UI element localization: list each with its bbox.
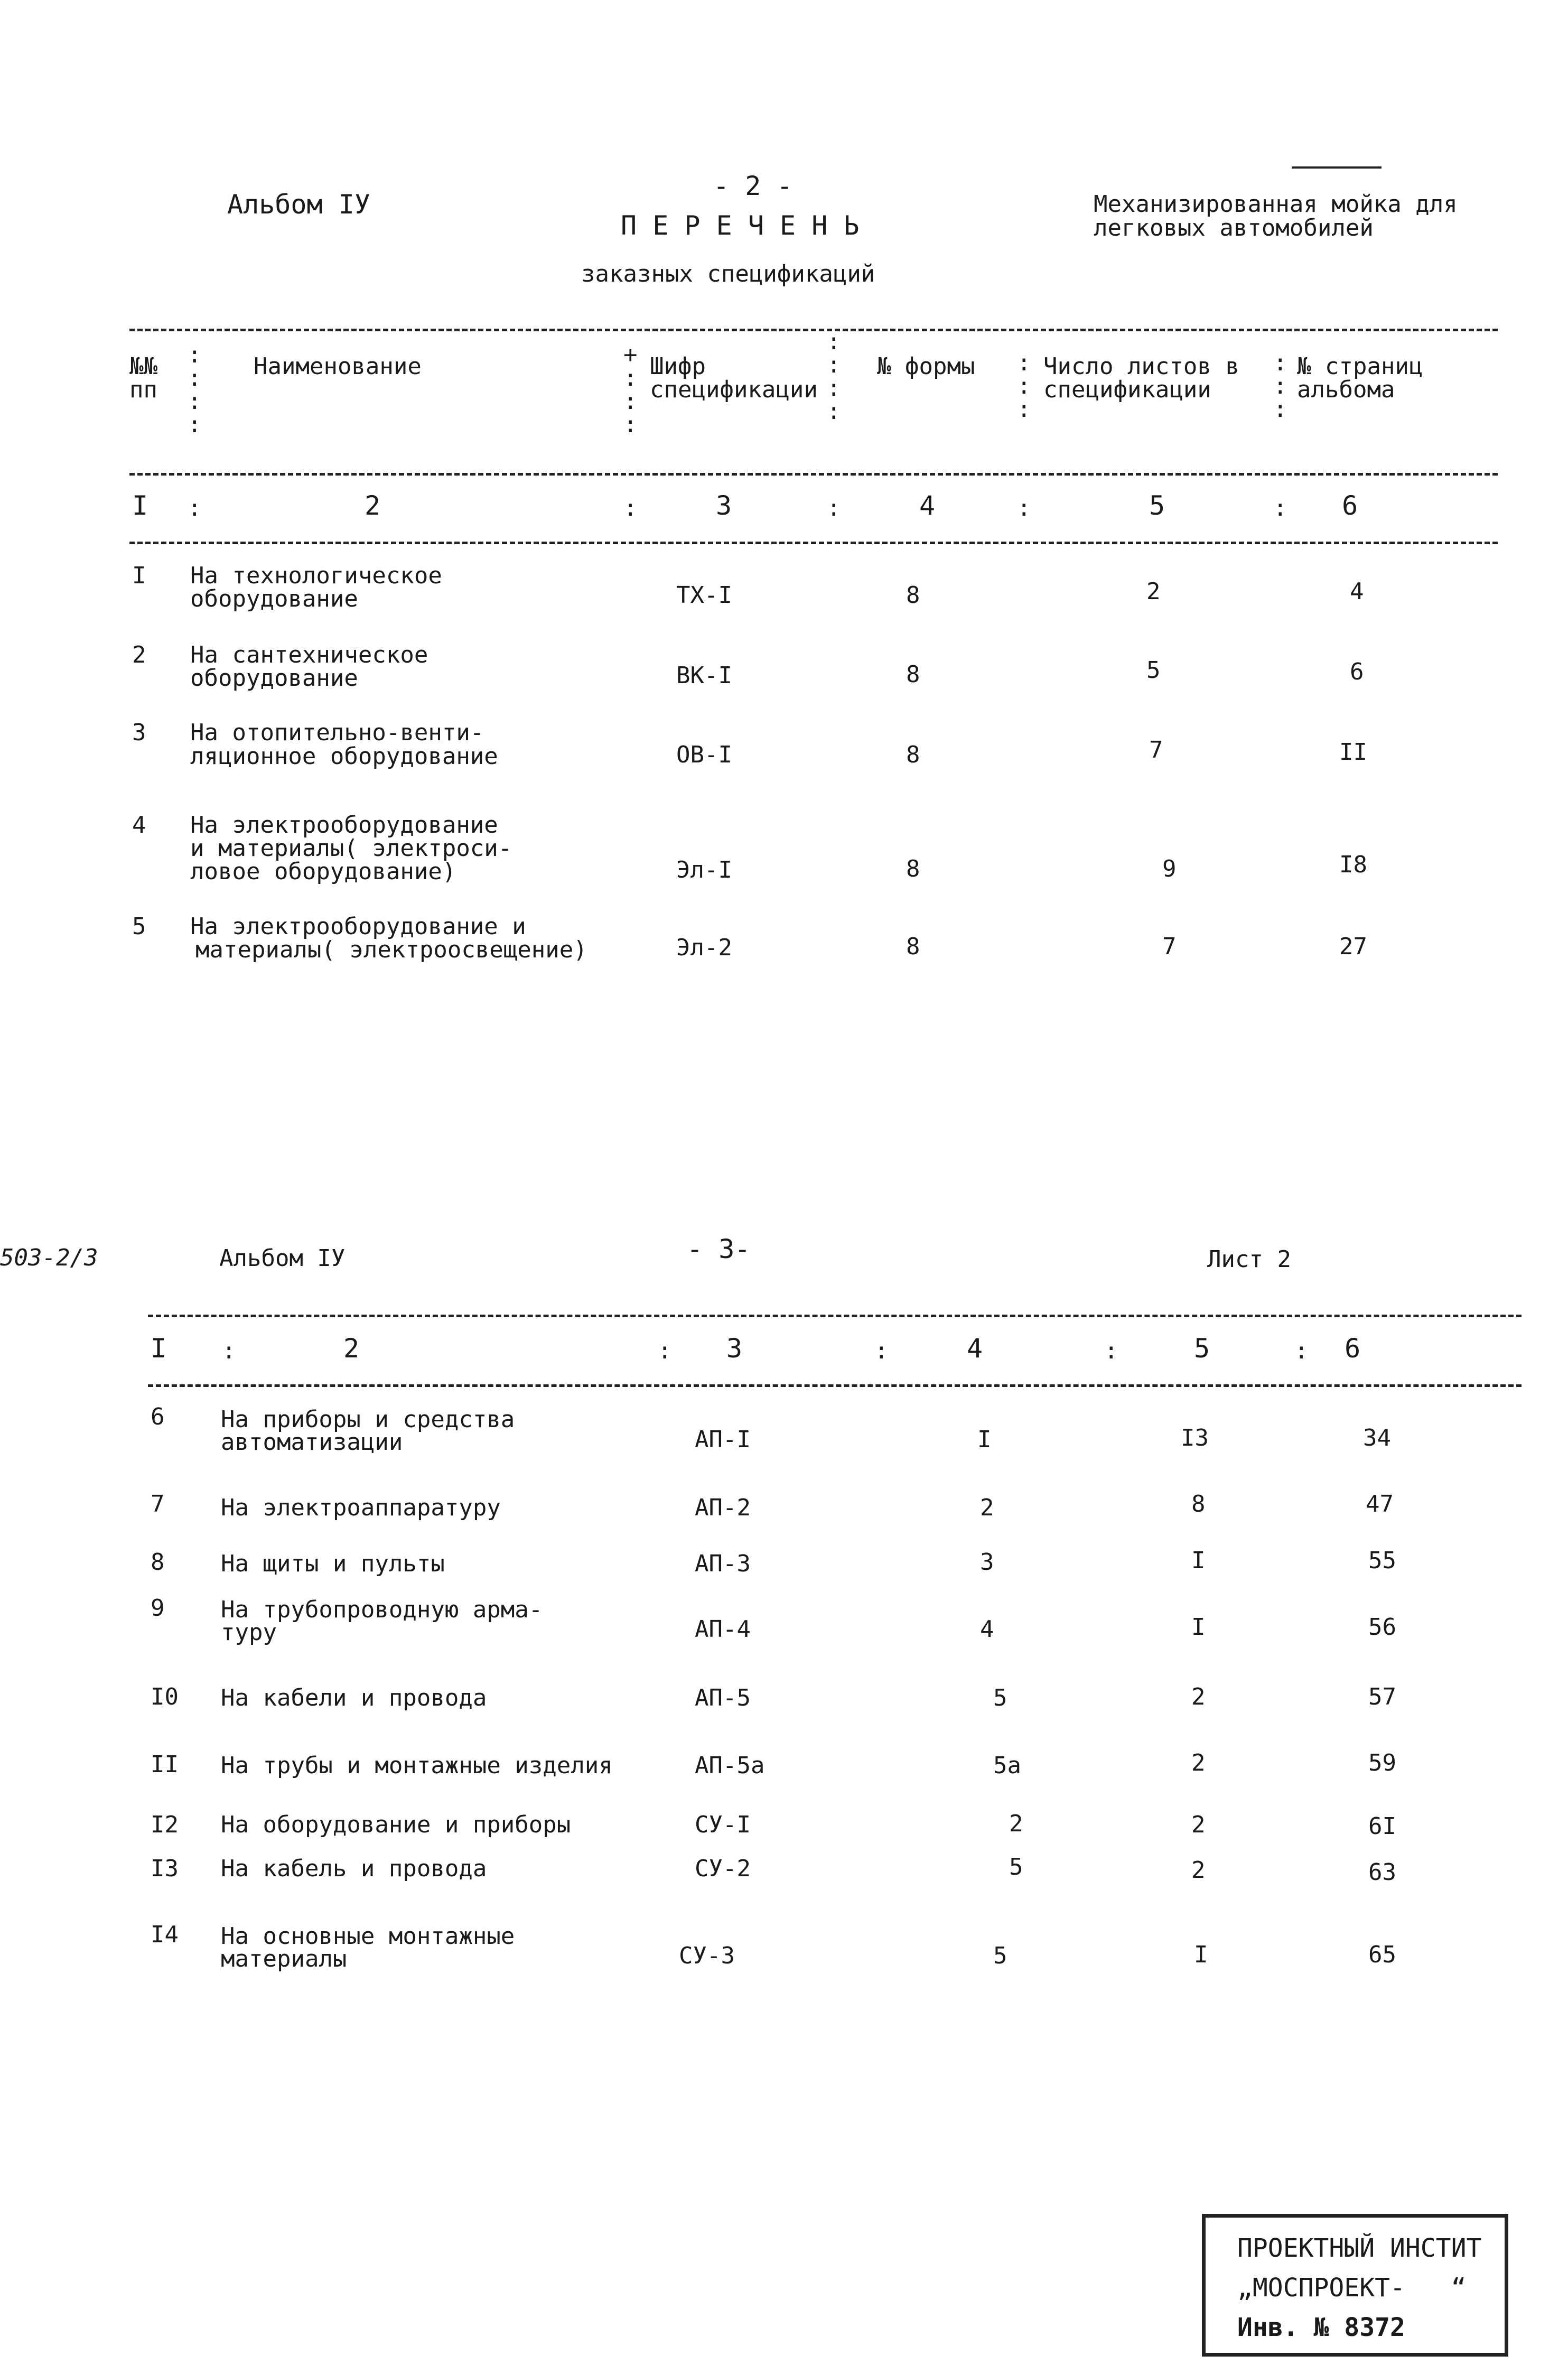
row-sheets: I [1194,1941,1208,1968]
row-code: Эл-I [676,856,732,883]
col-header-sheets: Число листов в спецификации [1043,353,1239,403]
row-num: 5 [132,913,146,940]
row-num: 9 [151,1595,165,1622]
row-sheets: 2 [1191,1683,1206,1710]
stamp-line1: ПРОЕКТНЫЙ ИНСТИТ [1237,2233,1482,2263]
row-name: На кабели и провода [221,1684,487,1711]
page1-number: - 2 - [713,171,793,201]
col-sep: : : : : [188,341,202,438]
row-num: I4 [151,1921,179,1948]
row-sheets: I [1191,1614,1206,1641]
table1-rule-numbers [129,542,1498,544]
row-page: 59 [1368,1749,1396,1776]
row-sheets: 7 [1162,933,1177,960]
row-page: 65 [1368,1941,1396,1968]
col-header-code: Шифр спецификации [650,353,818,403]
col-sep: : [623,495,638,522]
row-name: автоматизации [221,1429,403,1456]
header-rule [1292,166,1382,169]
row-sheets: 9 [1162,855,1177,882]
row-name: На оборудование и приборы [221,1811,571,1838]
row-num: I3 [151,1855,179,1882]
col-number-6: 6 [1342,490,1358,521]
row-name: оборудование [190,585,358,612]
table2-rule-numbers [148,1384,1522,1387]
col-header-form: № формы [877,353,975,380]
row-form: 5а [993,1752,1021,1779]
row-sheets: 2 [1146,578,1161,605]
table2-rule-top [148,1315,1522,1317]
row-name: На отопительно-венти- [190,719,484,746]
col-sep: : [1273,495,1287,522]
row-sheets: I3 [1181,1425,1209,1451]
project-name-line1: Механизированная мойка для [1094,191,1458,218]
row-page: 63 [1368,1859,1396,1886]
col-header-num: №№ пп [129,353,157,403]
row-name: материалы [221,1945,347,1972]
row-page: 27 [1339,933,1367,960]
row-code: СУ-I [695,1811,751,1838]
col-sep: : : : [1273,349,1287,423]
row-name: На трубопроводную арма- [221,1596,543,1623]
stamp-line3: Инв. № 8372 [1237,2313,1405,2342]
row-form: 3 [980,1549,994,1576]
col-number-2: 2 [365,490,381,521]
col-number-2: 2 [343,1333,360,1364]
row-code: ОВ-I [676,741,732,768]
row-sheets: I [1191,1547,1206,1574]
row-name: На электроаппаратуру [221,1494,501,1521]
row-sheets: 7 [1149,737,1163,764]
col-header-name: Наименование [254,353,422,380]
row-num: II [151,1751,179,1778]
row-code: АП-3 [695,1550,751,1577]
col-number-1: I [132,490,148,521]
row-page: 55 [1368,1547,1396,1574]
row-page: 56 [1368,1614,1396,1641]
archive-stamp [1202,2214,1508,2357]
page1-title: П Е Р Е Ч Е Н Ь [621,210,860,241]
row-name: ляционное оборудование [190,743,498,770]
row-name: туру [221,1619,277,1646]
row-page: 34 [1363,1425,1391,1451]
row-form: 2 [1009,1810,1023,1837]
row-name: На основные монтажные [221,1923,515,1950]
row-name: оборудование [190,665,358,692]
row-code: АП-4 [695,1616,751,1643]
row-name: На приборы и средства [221,1406,515,1433]
row-form: 2 [980,1494,994,1521]
page2-album: Альбом IУ [219,1245,346,1272]
row-form: 8 [906,661,920,688]
row-sheets: 2 [1191,1857,1206,1884]
page1-subtitle: заказных спецификаций [581,260,875,287]
col-number-5: 5 [1194,1333,1210,1364]
row-code: АП-5а [695,1752,765,1779]
row-sheets: 8 [1191,1491,1206,1518]
row-name: На кабель и провода [221,1855,487,1882]
col-sep: : [874,1337,889,1364]
side-note: 503-2/3 [0,1244,98,1271]
row-page: 57 [1368,1683,1396,1710]
col-sep: : : : [1017,349,1031,423]
row-code: АП-I [695,1426,751,1453]
row-code: АП-5 [695,1684,751,1711]
project-name-line2: легковых автомобилей [1094,215,1374,241]
col-sep: : [222,1337,236,1364]
row-form: 5 [993,1942,1007,1969]
row-code: АП-2 [695,1494,751,1521]
row-name: На щиты и пульты [221,1550,445,1577]
row-name: На технологическое [190,562,442,589]
col-number-1: I [151,1333,167,1364]
row-form: I [977,1426,992,1453]
row-name: На трубы и монтажные изделия [221,1752,613,1779]
row-num: 2 [132,641,146,668]
row-form: 5 [1009,1854,1023,1880]
row-num: 4 [132,812,146,839]
col-number-4: 4 [967,1333,983,1364]
col-sep: : [658,1337,672,1364]
row-name: ловое оборудование) [190,858,456,885]
table1-rule-header [129,473,1498,476]
row-name: На сантехническое [190,641,428,668]
col-sep: + : : : [623,341,638,438]
col-header-pages: № страниц альбома [1297,353,1423,403]
row-num: 6 [151,1403,165,1430]
row-name: и материалы( электроси- [190,835,512,862]
row-num: 3 [132,719,146,746]
row-page: 6I [1368,1813,1396,1840]
page1-album: Альбом IУ [227,189,370,220]
row-form: 8 [906,741,920,768]
row-sheets: 2 [1191,1811,1206,1838]
row-form: 8 [906,582,920,609]
row-sheets: 2 [1191,1749,1206,1776]
row-code: СУ-2 [695,1855,751,1882]
col-sep: : [1017,495,1031,522]
row-name: На электрооборудование [190,812,498,839]
row-page: 6 [1350,658,1364,685]
row-num: 7 [151,1491,165,1518]
col-number-5: 5 [1149,490,1165,521]
row-num: I [132,562,146,589]
row-page: II [1339,739,1367,766]
page2-sheet-label: Лист 2 [1207,1246,1291,1273]
col-number-6: 6 [1345,1333,1361,1364]
row-code: ВК-I [676,662,732,689]
col-sep: : [1104,1337,1118,1364]
row-page: 47 [1366,1491,1394,1518]
table1-rule-top [129,329,1498,331]
stamp-line2: „МОСПРОЕКТ- “ [1237,2273,1467,2303]
col-sep: : [188,495,202,522]
row-form: 8 [906,855,920,882]
row-code: Эл-2 [676,934,732,961]
page2-number: - 3- [687,1234,751,1264]
row-sheets: 5 [1146,657,1161,684]
row-page: 4 [1350,578,1364,605]
col-sep: : [827,495,841,522]
col-number-4: 4 [919,490,936,521]
row-form: 8 [906,933,920,960]
row-num: I2 [151,1811,179,1838]
row-num: 8 [151,1549,165,1576]
row-page: I8 [1339,851,1367,878]
col-number-3: 3 [726,1333,743,1364]
row-form: 5 [993,1684,1007,1711]
row-form: 4 [980,1616,994,1643]
col-sep: : [1294,1337,1309,1364]
row-code: ТХ-I [676,582,732,609]
col-sep: : : : : [827,328,841,425]
row-code: СУ-3 [679,1942,735,1969]
col-number-3: 3 [716,490,732,521]
row-num: I0 [151,1683,179,1710]
row-name: материалы( электроосвещение) [195,936,587,963]
row-name: На электрооборудование и [190,913,526,940]
